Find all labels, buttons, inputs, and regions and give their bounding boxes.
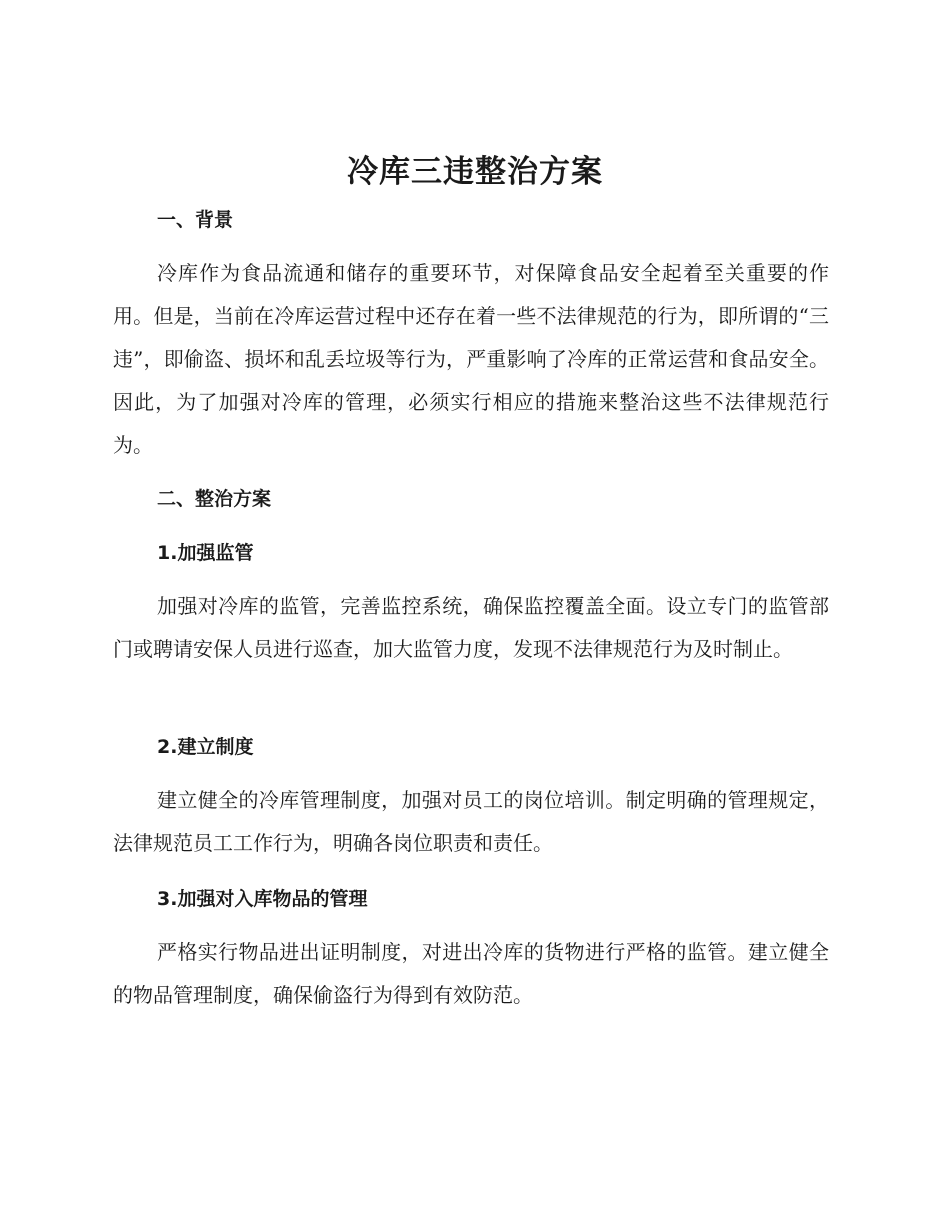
supervision-paragraph: 加强对冷库的监管，完善监控系统，确保监控覆盖全面。设立专门的监管部门或聘请安保人员进行巡查，加大监管力度，发现不法律规范行为及时制止。 bbox=[113, 594, 829, 661]
subsection-heading-supervision: 1.加强监管 bbox=[157, 542, 254, 564]
subsection-heading-goods-management: 3.加强对入库物品的管理 bbox=[157, 888, 368, 910]
goods-management-paragraph: 严格实行物品进出证明制度，对进出冷库的货物进行严格的监管。建立健全的物品管理制度，确保偷盗行为得到有效防范。 bbox=[113, 940, 829, 1007]
background-paragraph: 冷库作为食品流通和储存的重要环节，对保障食品安全起着至关重要的作用。但是，当前在冷库运营过程中还存在着一些不法律规范的行为，即所谓的“三违”，即偷盗、损坏和乱丢垃圾等行为，严重影响了冷库的正常运营和食品安全。因此，为了加强对冷库的管理，必须实行相应的措施来整治这些不法律规范行为。 bbox=[113, 261, 829, 457]
section-heading-plan: 二、整治方案 bbox=[157, 488, 272, 510]
system-paragraph: 建立健全的冷库管理制度，加强对员工的岗位培训。制定明确的管理规定，法律规范员工工作行为，明确各岗位职责和责任。 bbox=[113, 788, 829, 855]
section-heading-background: 一、背景 bbox=[157, 209, 234, 231]
document-title: 冷库三违整治方案 bbox=[347, 154, 603, 190]
subsection-heading-system: 2.建立制度 bbox=[157, 736, 254, 758]
